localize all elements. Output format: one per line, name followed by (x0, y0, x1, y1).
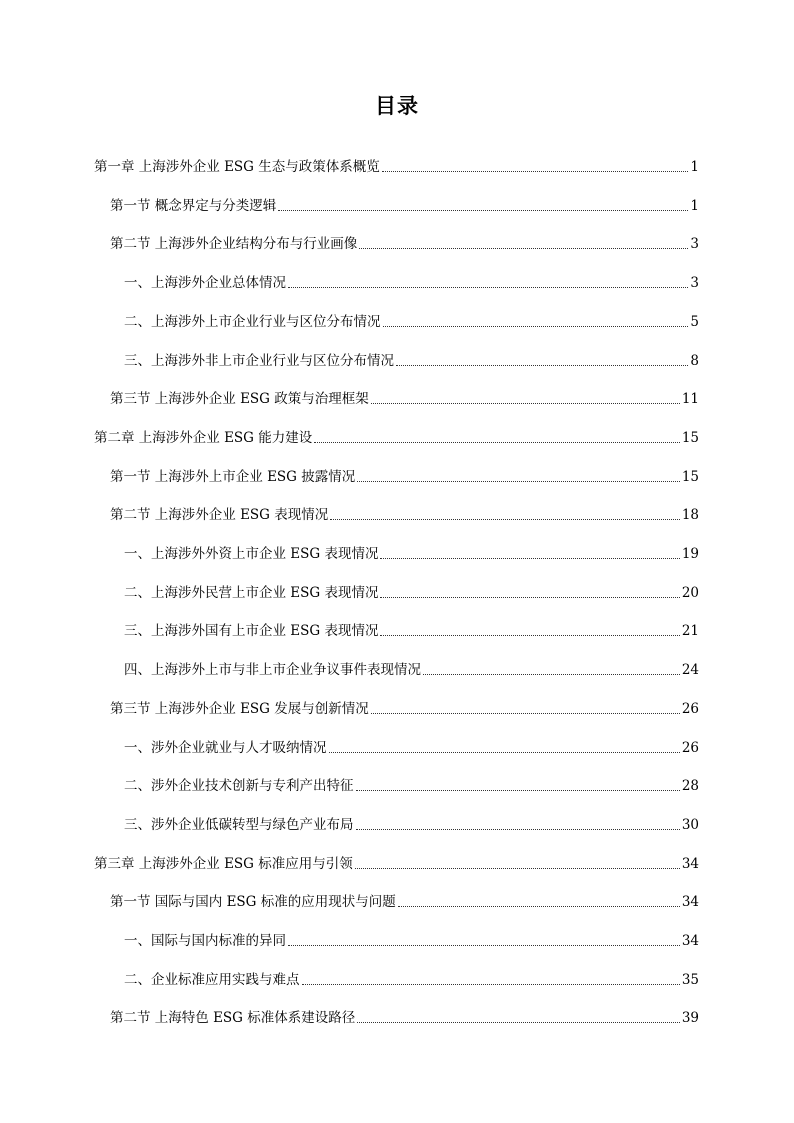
toc-entry-label: 第三节 上海涉外企业 ESG 发展与创新情况 (110, 700, 369, 717)
toc-leader-dots (380, 557, 679, 559)
toc-entry[interactable] (124, 305, 699, 331)
toc-entry[interactable] (110, 885, 699, 911)
toc-page-number: 5 (690, 313, 699, 330)
toc-entry[interactable] (124, 614, 699, 640)
toc-entry[interactable] (110, 382, 699, 408)
toc-page-number: 19 (681, 546, 699, 562)
toc-entry-label: 二、上海涉外上市企业行业与区位分布情况 (124, 313, 381, 330)
toc-entry[interactable] (124, 808, 699, 834)
toc-entry[interactable] (110, 692, 699, 718)
toc-entry-label: 第二章 上海涉外企业 ESG 能力建设 (94, 429, 313, 446)
toc-entry[interactable] (124, 344, 699, 370)
toc-page-number: 39 (681, 1010, 699, 1027)
toc-entry[interactable] (124, 769, 699, 795)
toc-page-number: 1 (690, 197, 699, 214)
toc-leader-dots (355, 867, 680, 869)
toc-page-number: 21 (681, 623, 699, 640)
toc-leader-dots (330, 518, 680, 520)
toc-page-number: 1 (690, 159, 699, 175)
toc-entry-label: 二、上海涉外民营上市企业 ESG 表现情况 (124, 584, 379, 601)
toc-entry-label: 三、上海涉外国有上市企业 ESG 表现情况 (124, 623, 379, 640)
toc-leader-dots (288, 944, 680, 946)
toc-page-number: 24 (681, 662, 699, 679)
toc-entry[interactable] (124, 576, 699, 602)
toc-entry-label: 一、涉外企业就业与人才吸纳情况 (124, 739, 327, 756)
toc-page-number: 34 (681, 855, 699, 872)
toc-leader-dots (356, 789, 680, 791)
toc-page-number: 20 (681, 584, 699, 601)
toc-page-number: 3 (690, 275, 699, 292)
toc-entry[interactable] (124, 537, 699, 563)
toc-leader-dots (383, 325, 689, 327)
toc-leader-dots (380, 634, 679, 636)
toc-entry[interactable] (94, 150, 699, 176)
toc-page-number: 3 (690, 236, 699, 253)
toc-page-number: 18 (681, 507, 699, 524)
toc-leader-dots (371, 402, 680, 404)
toc-leader-dots (398, 905, 680, 907)
toc-leader-dots (329, 751, 680, 753)
toc-leader-dots (380, 596, 679, 598)
toc-entry-label: 三、涉外企业低碳转型与绿色产业布局 (124, 816, 354, 833)
toc-entry-label: 一、上海涉外外资上市企业 ESG 表现情况 (124, 546, 379, 562)
toc-entry[interactable] (124, 731, 699, 757)
toc-entry-label: 一、国际与国内标准的异同 (124, 933, 286, 949)
toc-entry[interactable] (110, 498, 699, 524)
toc-entry-label: 第一节 概念界定与分类逻辑 (110, 197, 277, 214)
toc-entry-label: 第三节 上海涉外企业 ESG 政策与治理框架 (110, 391, 369, 408)
page-title: 目录 (375, 94, 419, 118)
toc-entry-label: 二、企业标准应用实践与难点 (124, 971, 300, 988)
toc-entry[interactable] (124, 963, 699, 989)
toc-page-number: 26 (681, 700, 699, 717)
toc-entry[interactable] (110, 460, 699, 486)
toc-page-number: 26 (681, 739, 699, 756)
toc-leader-dots (357, 1021, 680, 1023)
toc-entry-label: 第三章 上海涉外企业 ESG 标准应用与引领 (94, 855, 353, 872)
toc-entry[interactable] (124, 924, 699, 950)
toc-leader-dots (278, 209, 688, 211)
toc-entry-label: 四、上海涉外上市与非上市企业争议事件表现情况 (124, 662, 421, 679)
toc-page-number: 34 (681, 894, 699, 911)
toc-entry[interactable] (94, 421, 699, 447)
toc-page-number: 30 (681, 816, 699, 833)
toc-leader-dots (396, 364, 688, 366)
toc-entry-label: 第二节 上海涉外企业结构分布与行业画像 (110, 236, 358, 253)
toc-entry-label: 第一节 上海涉外上市企业 ESG 披露情况 (110, 468, 356, 485)
toc-leader-dots (423, 673, 680, 675)
toc-leader-dots (288, 286, 688, 288)
toc-entry[interactable] (94, 847, 699, 873)
toc-entry-label: 第二节 上海涉外企业 ESG 表现情况 (110, 507, 329, 524)
toc-page-number: 11 (681, 391, 699, 408)
toc-entry[interactable] (124, 266, 699, 292)
toc-leader-dots (359, 247, 688, 249)
toc-leader-dots (302, 983, 680, 985)
toc-entry-label: 一、上海涉外企业总体情况 (124, 275, 286, 292)
toc-entry[interactable] (110, 227, 699, 253)
toc-entry-label: 三、上海涉外非上市企业行业与区位分布情况 (124, 352, 394, 369)
toc-page-number: 8 (690, 352, 699, 369)
toc-leader-dots (356, 828, 680, 830)
toc-page-number: 15 (681, 468, 699, 485)
toc-entry[interactable] (110, 189, 699, 215)
toc-leader-dots (314, 441, 680, 443)
toc-page-number: 35 (681, 971, 699, 988)
toc-entry[interactable] (124, 653, 699, 679)
toc-page-number: 15 (681, 429, 699, 446)
toc-entry-label: 第二节 上海特色 ESG 标准体系建设路径 (110, 1010, 356, 1027)
toc-entry-label: 二、涉外企业技术创新与专利产出特征 (124, 778, 354, 795)
toc-page-number: 34 (681, 933, 699, 949)
toc-leader-dots (357, 480, 680, 482)
toc-leader-dots (382, 170, 689, 172)
toc-entry[interactable] (110, 1001, 699, 1027)
toc-entry-label: 第一章 上海涉外企业 ESG 生态与政策体系概览 (94, 159, 380, 175)
toc-page-number: 28 (681, 778, 699, 795)
toc-leader-dots (371, 712, 680, 714)
toc-entry-label: 第一节 国际与国内 ESG 标准的应用现状与问题 (110, 894, 396, 911)
